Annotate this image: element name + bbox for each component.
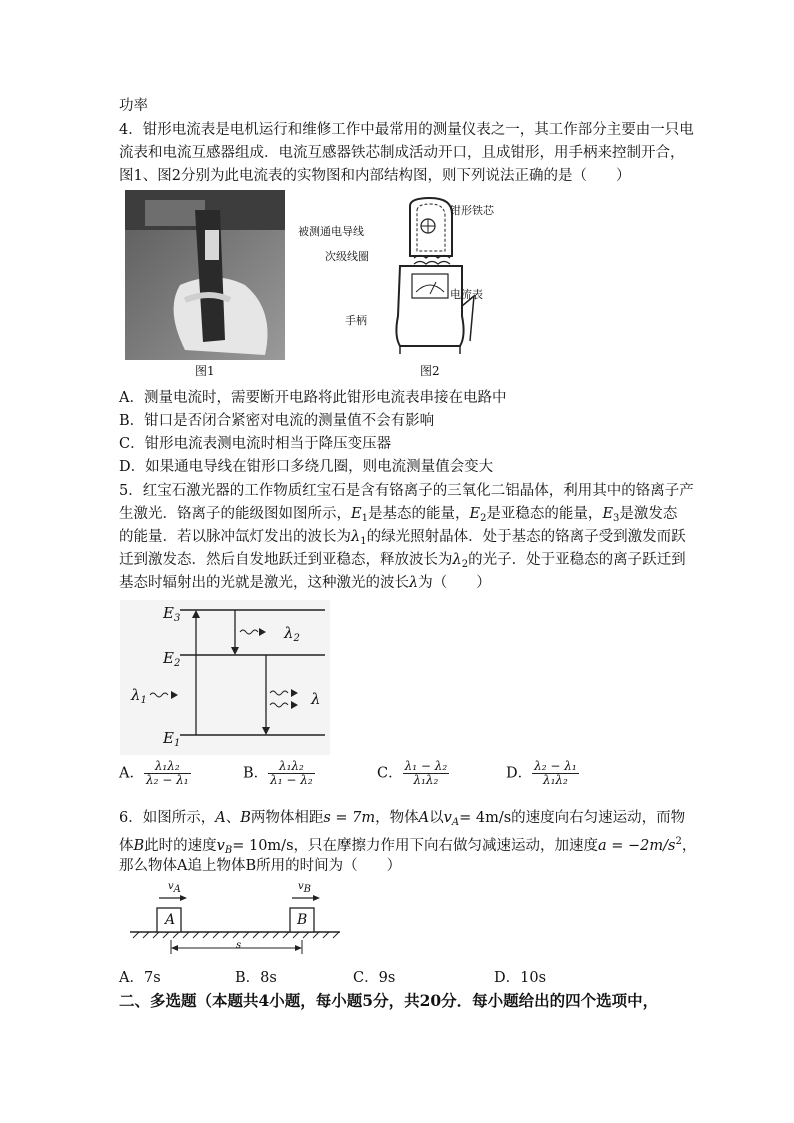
q4-line-3: 图1、图2分别为此电流表的实物图和内部结构图，则下列说法正确的是（ ） <box>119 168 631 184</box>
q4-option-d: D．如果通电导线在钳形口多绕几圈，则电流测量值会变大 <box>119 459 494 475</box>
figure-1-photo <box>125 190 285 360</box>
block-a-label: A <box>165 912 176 928</box>
label-ammeter: 电流表 <box>450 288 483 301</box>
q5-line-1: 5．红宝石激光器的工作物质红宝石是含有铬离子的三氧化二铝晶体，利用其中的铬离子产 <box>119 483 694 499</box>
q4-line-1: 4．钳形电流表是电机运行和维修工作中最常用的测量仪表之一，其工作部分主要由一只电 <box>119 122 694 138</box>
q5-option-c: C． $\frac{\text{λ₁ − λ₂}}{\text{λ₁λ₂}}$ <box>377 759 448 787</box>
label-coil: 次级线圈 <box>325 250 369 263</box>
lambda-label: λ <box>311 690 321 708</box>
motion-diagram <box>125 880 345 958</box>
q5-line-2: 生激光．铬离子的能级图如图所示，$E_1$是基态的能量，$E_2$是亚稳态的能量，$E_3$是激发态 <box>119 506 678 524</box>
q5-line-5: 基态时辐射出的光就是激光，这种激光的波长λ为（ ） <box>119 575 491 591</box>
q6-option-c: C．9s <box>353 970 396 986</box>
velocity-b-label: vB <box>298 881 312 895</box>
q4-option-a: A．测量电流时，需要断开电路将此钳形电流表串接在电路中 <box>119 390 507 406</box>
q6-option-d: D．10s <box>494 970 547 986</box>
top-fragment: 功率 <box>119 98 148 114</box>
figure-2-caption: 图2 <box>420 364 440 378</box>
level-e2-label: $E_2$ <box>163 649 181 669</box>
q5-line-3: 的能量．若以脉冲氙灯发出的波长为$\lambda_1$的绿光照射晶体．处于基态的铬离子受到激发而跃 <box>119 529 686 547</box>
figure-2-diagram <box>370 196 490 356</box>
section-2-heading: 二、多选题（本题共4小题，每小题5分，共20分．每小题给出的四个选项中， <box>119 991 659 1010</box>
lambda1-label: $\lambda_1$ <box>131 686 147 706</box>
level-e1-label: $E_1$ <box>163 729 181 749</box>
q4-option-b: B．钳口是否闭合紧密对电流的测量值不会有影响 <box>119 413 435 429</box>
label-handle: 手柄 <box>345 314 367 327</box>
q5-option-a: A． $\frac{\text{λ₁λ₂}}{\text{λ₂ − λ₁}}$ <box>119 759 189 787</box>
label-core: 钳形铁芯 <box>450 204 494 217</box>
level-e3-label: $E_3$ <box>163 604 181 624</box>
q6-line-1: 6．如图所示，A、B两物体相距s = 7m，物体A以$v_A= 4m/s$的速度向右匀速运动，而物 <box>119 810 686 828</box>
label-wire: 被测通电导线 <box>298 225 364 238</box>
q6-option-a: A．7s <box>119 970 161 986</box>
q5-option-b: B． $\frac{\text{λ₁λ₂}}{\text{λ₁ − λ₂}}$ <box>243 759 313 787</box>
figure-1-caption: 图1 <box>195 364 215 378</box>
q5-option-d: D． $\frac{\text{λ₂ − λ₁}}{\text{λ₁λ₂}}$ <box>506 759 577 787</box>
q6-option-b: B．8s <box>235 970 277 986</box>
distance-s-label: s <box>236 940 242 951</box>
lambda2-label: $\lambda_2$ <box>284 624 300 644</box>
block-b-label: B <box>297 912 308 928</box>
q4-line-2: 流表和电流互感器组成．电流互感器铁芯制成活动开口，且成钳形，用手柄来控制开合， <box>119 145 685 161</box>
q6-line-3: 那么物体A追上物体B所用的时间为（ ） <box>119 858 402 874</box>
q5-line-4: 迁到激发态．然后自发地跃迁到亚稳态，释放波长为$\lambda_2$的光子．处于亚稳态的离子跃迁到 <box>119 552 686 570</box>
q4-option-c: C．钳形电流表测电流时相当于降压变压器 <box>119 436 392 452</box>
velocity-a-label: vA <box>168 881 181 895</box>
q6-line-2: 体B此时的速度$v_B= 10m/s$，只在摩擦力作用下向右做匀减速运动，加速度$a = -2m/s^2$， <box>119 836 697 856</box>
